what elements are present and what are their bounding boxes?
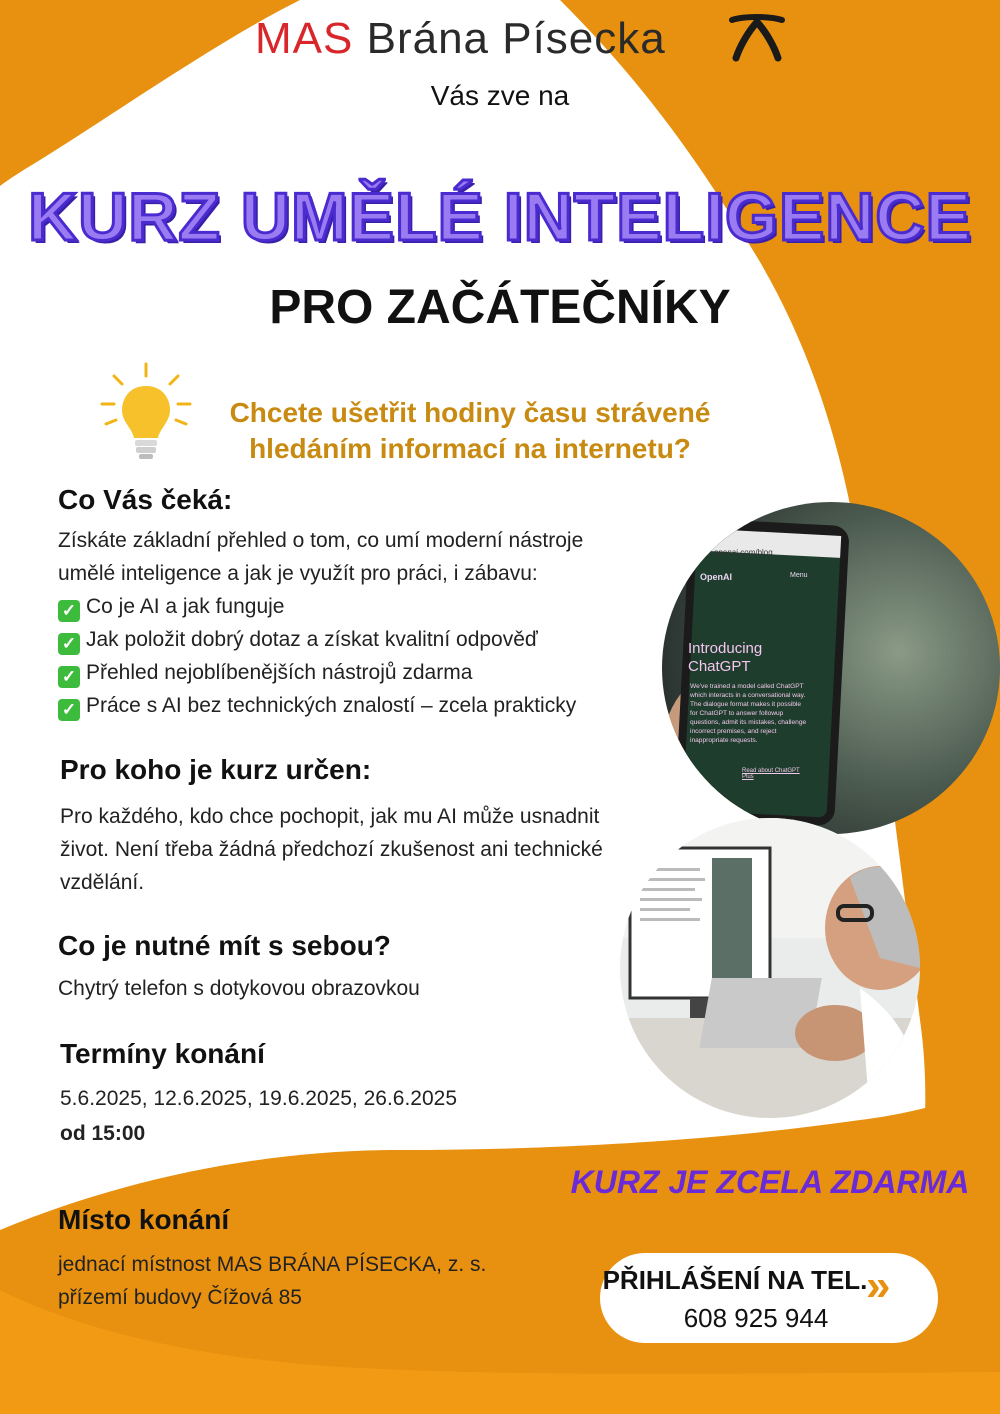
man-at-computer-photo <box>620 818 920 1118</box>
phone-link: Read about ChatGPT Plus <box>742 768 800 780</box>
place-line-2: přízemí budovy Čížová 85 <box>58 1286 302 1309</box>
list-item: ✓ Co je AI a jak funguje <box>58 590 658 623</box>
bring-text: Chytrý telefon s dotykovou obrazovkou <box>58 977 420 1000</box>
intro-line-1: Získáte základní přehled o tom, co umí moderní nástroje <box>58 529 584 552</box>
question-line-2: hledáním informací na internetu? <box>249 433 691 464</box>
checkmark-icon: ✓ <box>58 699 80 721</box>
audience-line-3: vzdělání. <box>60 871 145 894</box>
list-item: ✓ Přehled nejoblíbenějších nástrojů zdarma <box>58 656 658 689</box>
section-heading: Pro koho je kurz určen: <box>60 754 372 785</box>
list-item: ✓ Práce s AI bez technických znalostí – zcela prakticky <box>58 689 658 722</box>
computer-photo-illustration <box>620 818 920 1118</box>
time-text: od 15:00 <box>60 1122 146 1145</box>
invite-text: Vás zve na <box>430 80 570 111</box>
phone-body: We've trained a model called ChatGPT which interacts in a conversational way. The dialogue format makes it possible for ChatGPT to answer followup questions, admit its mistakes, challenge incorrect premises, and reject inappropriate requests. <box>690 683 807 744</box>
phone-menu: Menu <box>790 572 808 579</box>
dates-text: 5.6.2025, 12.6.2025, 19.6.2025, 26.6.2025 <box>60 1087 458 1110</box>
section-what-awaits <box>58 484 658 722</box>
lightbulb-icon <box>100 362 192 462</box>
registration-title: PŘIHLÁŠENÍ NA TEL. <box>602 1265 868 1295</box>
question-line-1: Chcete ušetřit hodiny času strávené <box>229 397 711 428</box>
checkmark-icon: ✓ <box>58 600 80 622</box>
section-heading: Co je nutné mít s sebou? <box>58 930 391 961</box>
intro-line-2: umělé inteligence a jak je využít pro práci, i zábavu: <box>58 562 538 585</box>
section-place <box>58 1204 618 1314</box>
phone-chatgpt-photo <box>662 502 1000 834</box>
checkmark-icon: ✓ <box>58 666 80 688</box>
section-heading: Místo konání <box>58 1204 230 1235</box>
phone-heading-2: ChatGPT <box>688 658 751 675</box>
logo-text <box>255 14 666 64</box>
audience-line-2: život. Není třeba žádná předchozí zkušenost ani technické <box>60 838 603 861</box>
section-what-to-bring <box>58 930 638 1005</box>
course-title: KURZ UMĚLÉ INTELIGENCE <box>28 179 972 255</box>
registration-phone[interactable]: 608 925 944 <box>683 1303 829 1333</box>
phone-heading-1: Introducing <box>688 640 763 657</box>
phone-brand: OpenAI <box>700 572 733 582</box>
logo-arch-icon <box>728 12 786 62</box>
registration-box[interactable] <box>600 1253 938 1343</box>
course-subtitle: PRO ZAČÁTEČNÍKY <box>269 281 731 334</box>
section-target-audience <box>60 754 640 899</box>
audience-line-1: Pro každého, kdo chce pochopit, jak mu AI může usnadnit <box>60 805 600 828</box>
phone-url: openai.com/blog <box>714 548 773 557</box>
free-course-note: KURZ JE ZCELA ZDARMA <box>570 1164 970 1200</box>
logo-mas: MAS <box>255 14 354 63</box>
section-heading: Co Vás čeká: <box>58 484 233 515</box>
logo-brana-pisecka: Brána Písecka <box>366 14 666 63</box>
question-text <box>190 395 750 467</box>
section-heading: Termíny konání <box>60 1038 265 1069</box>
section-dates <box>60 1038 640 1150</box>
double-chevron-right-icon: » <box>866 1261 877 1310</box>
list-item: ✓ Jak položit dobrý dotaz a získat kvalitní odpověď <box>58 623 658 656</box>
place-line-1: jednací místnost MAS BRÁNA PÍSECKA, z. s. <box>58 1253 487 1276</box>
checkmark-icon: ✓ <box>58 633 80 655</box>
